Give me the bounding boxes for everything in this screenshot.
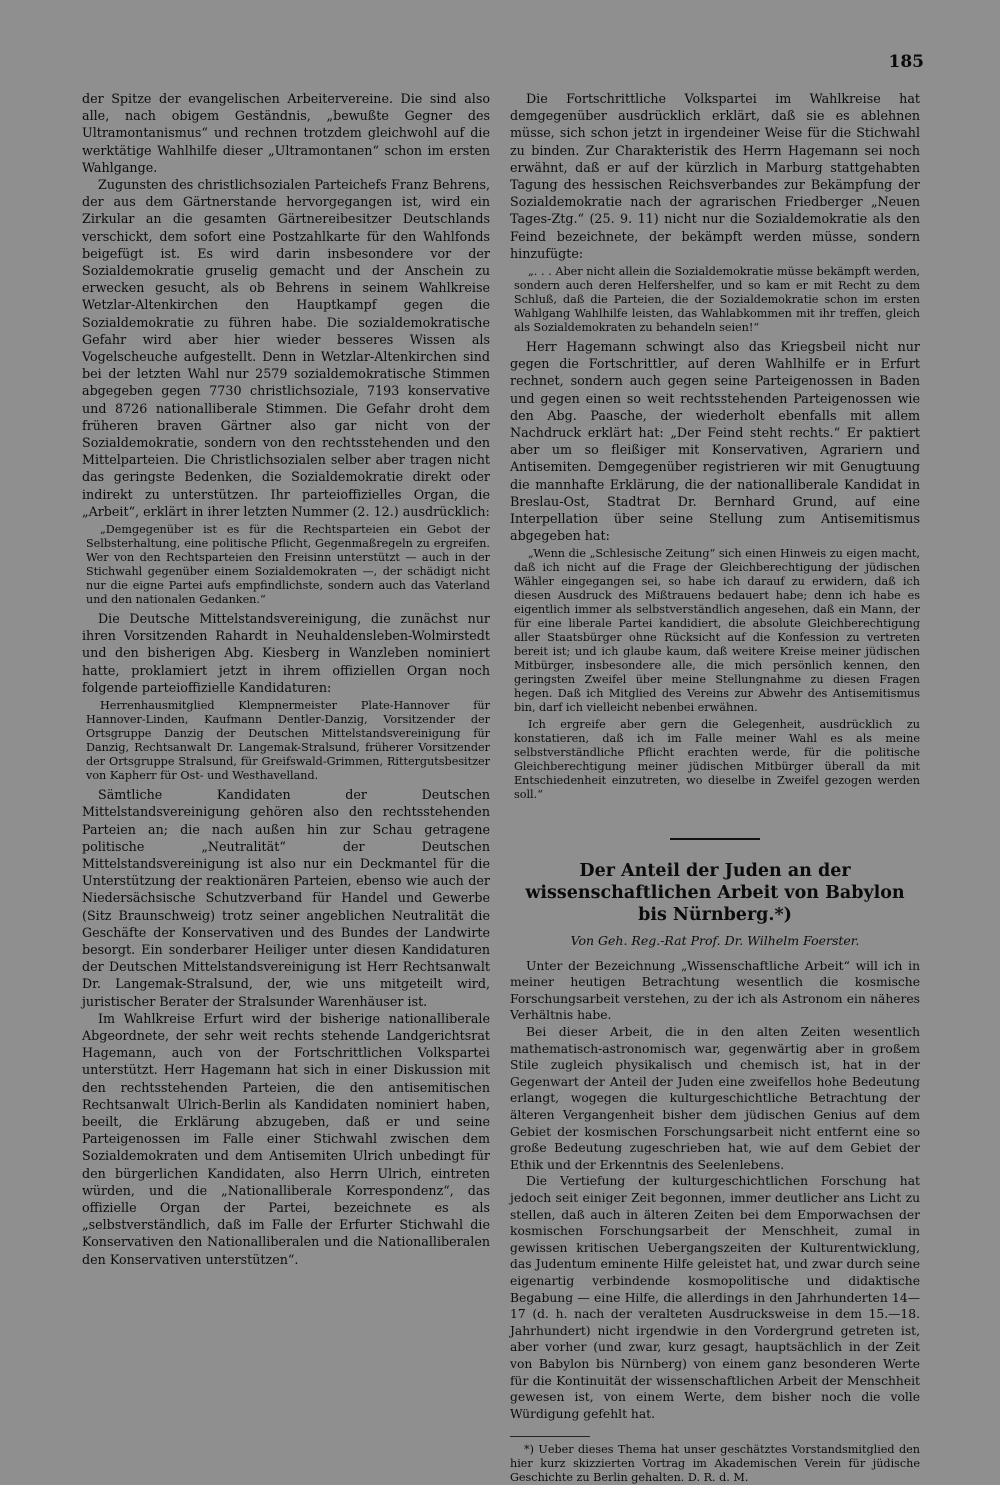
section-divider: [670, 838, 760, 840]
paragraph: der Spitze der evangelischen Arbeitervereine. Die sind also alle, nach obigem Geständnis, „bewußte Gegner des Ultramontanismus“ und rechnen trotzdem gleichwohl auf die werktätige Wahlhilfe dieser „Ultramontanen“ schon im ersten Wahlgange.: [82, 91, 490, 175]
right-column: [510, 90, 920, 1485]
footnote: *) Ueber dieses Thema hat unser geschätztes Vorstandsmitglied den hier kurz skizzierten Vortrag im Akademischen Verein für jüdische Geschichte zu Berlin gehalten. D. R. d. M.: [510, 1443, 920, 1485]
paragraph: Unter der Bezeichnung „Wissenschaftliche Arbeit“ will ich in meiner heutigen Betrachtung wesentlich die kosmische Forschungsarbeit verstehen, zu der ich als Astronom ein näheres Verhältnis habe.: [510, 958, 920, 1023]
left-column: [82, 90, 490, 1268]
article-body: [510, 958, 920, 1423]
paragraph: Im Wahlkreise Erfurt wird der bisherige nationalliberale Abgeordnete, der sehr weit rechts stehende Landgerichtsrat Hagemann, auch von der Fortschrittlichen Volkspartei unterstützt. Herr Hagemann hat sich in einer Diskussion mit den rechtsstehenden Parteien, die den antisemitischen Rechtsanwalt Ulrich-Berlin als Kandidaten nominiert haben, beeilt, die Erklärung abzugeben, daß er und seine Parteigenossen im Falle einer Stichwahl zwischen dem Sozialdemokraten und dem Antisemiten Ulrich unbedingt für den bürgerlichen Kandidaten, also Herrn Ulrich, eintreten würden, und die „Nationalliberale Korrespondenz“, das offizielle Organ der Partei, bezeichnete es als „selbstverständlich, daß im Falle der Erfurter Stichwahl die Konservativen den Nationalliberalen und die Nationalliberalen den Konservativen unterstützen“.: [82, 1010, 490, 1267]
paragraph: Zugunsten des christlichsozialen Parteichefs Franz Behrens, der aus dem Gärtnerstande hervorgegangen ist, wird ein Zirkular an die gesamten Gärtnereibesitzer Deutschlands verschickt, dem sofort eine Postzahlkarte für den Wahlfonds beigefügt ist. Es wird darin insbesondere vor der Sozialdemokratie gruselig gemacht und der Anschein zu erwecken gesucht, als ob Behrens in seinem Wahlkreise Wetzlar-Altenkirchen den Hauptkampf gegen die Sozialdemokratie zu führen habe. Die sozialdemokratische Gefahr wird aber hier wieder besseres Wissen als Vogelscheuche aufgestellt. Denn in Wetzlar-Altenkirchen sind bei der letzten Wahl nur 2579 sozialdemokratische Stimmen abgegeben gegen 7730 christlichsoziale, 7193 konservative und 8726 nationalliberale Stimmen. Die Gefahr droht dem früheren braven Gärtner also gar nicht von der Sozialdemokratie, sondern von den rechtsstehenden und den Mittelparteien. Die Christlichsozialen selber aber tragen nicht das geringste Bedenken, die Sozialdemokratie direkt oder indirekt zu unterstützen. Ihr parteioffizielles Organ, die „Arbeit“, erklärt in ihrer letzten Nummer (2. 12.) ausdrücklich:: [82, 177, 490, 519]
footnote-rule: [510, 1436, 590, 1437]
paragraph: Die Vertiefung der kulturgeschichtlichen Forschung hat jedoch seit einiger Zeit begonnen, immer deutlicher ans Licht zu stellen, daß auch in älteren Zeiten bei dem Emporwachsen der kosmischen Forschungsarbeit der Menschheit, zumal in gewissen kritischen Uebergangszeiten der Kulturentwicklung, das Judentum eminente Hilfe geleistet hat, und zwar durch seine eigenartig verbindende kosmopolitische und didaktische Begabung — eine Hilfe, die allerdings in den Jahrhunderten 14—17 (d. h. nach der veralteten Ausdrucksweise in dem 15.—18. Jahrhundert) nicht irgendwie in den Vordergrund getreten ist, aber vorher (und zwar, kurz gesagt, hauptsächlich in der Zeit von Babylon bis Nürnberg) von einem ganz besonderen Werte für die Kontinuität der wissenschaftlichen Arbeit der Menschheit gewesen ist, von einem Werte, dem bisher noch die volle Würdigung gefehlt hat.: [510, 1174, 920, 1421]
block-quote: „. . . Aber nicht allein die Sozialdemokratie müsse bekämpft werden, sondern auch deren Helfershelfer, und so kam er mit Recht zu dem Schluß, daß die Parteien, die der Sozialdemokratie schon im ersten Wahlgang Wahlhilfe leisten, das Wahlabkommen mit ihr treffen, gleich als Sozialdemokraten zu behandeln seien!“: [514, 265, 920, 335]
block-quote: Ich ergreife aber gern die Gelegenheit, ausdrücklich zu konstatieren, daß ich im Falle meiner Wahl es als meine selbstverständliche Pflicht erachten werde, für die politische Gleichberechtigung meiner jüdischen Mitbürger überall da mit Entschiedenheit einzutreten, wo dieselbe in Zweifel gezogen werden soll.“: [514, 718, 920, 802]
paragraph: Herr Hagemann schwingt also das Kriegsbeil nicht nur gegen die Fortschrittler, auf deren Wahlhilfe er in Erfurt rechnet, sondern auch gegen seine Parteigenossen in Baden und gegen einen so weit rechtsstehenden Parteigenossen wie den Abg. Paasche, der wiederholt ebenfalls mit allem Nachdruck erklärt hat: „Der Feind steht rechts.“ Er paktiert aber um so fleißiger mit Konservativen, Agrariern und Antisemiten. Demgegenüber registrieren wir mit Genugtuung die mannhafte Erklärung, die der nationalliberale Kandidat in Breslau-Ost, Stadtrat Dr. Bernhard Grund, auf eine Interpellation über seine Stellung zum Antisemitismus abgegeben hat:: [510, 339, 920, 544]
paragraph: Die Deutsche Mittelstandsvereinigung, die zunächst nur ihren Vorsitzenden Rahardt in Neuhaldensleben-Wolmirstedt und den bisherigen Abg. Kiesberg in Wanzleben nominiert hatte, proklamiert jetzt in ihrem offiziellen Organ noch folgende parteioffizielle Kandidaturen:: [82, 611, 490, 695]
article-byline: Von Geh. Reg.-Rat Prof. Dr. Wilhelm Foerster.: [570, 933, 860, 949]
block-quote: „Wenn die „Schlesische Zeitung“ sich einen Hinweis zu eigen macht, daß ich nicht auf die Frage der Gleichberechtigung der jüdischen Wähler eingegangen sei, so habe ich darauf zu erwidern, daß ich diesen Ausdruck des Mißtrauens bedauert habe; denn ich habe es eigentlich immer als selbstverständlich angesehen, daß ein Mann, der für eine liberale Partei kandidiert, die absolute Gleichberechtigung aller Staatsbürger ohne Rücksicht auf die Konfession zu vertreten bereit ist; und ich glaube kaum, daß weitere Kreise meiner jüdischen Mitbürger, insbesondere alle, die mich persönlich kennen, den geringsten Zweifel über meine Stellungnahme zu diesen Fragen hegen. Daß ich Mitglied des Vereins zur Abwehr des Antisemitismus bin, darf ich vielleicht nebenbei erwähnen.: [514, 547, 920, 715]
page-number: 185: [888, 52, 924, 72]
article-title: Der Anteil der Juden an der wissenschaftlichen Arbeit von Babylon bis Nürnberg.*): [525, 861, 905, 926]
paragraph: Die Fortschrittliche Volkspartei im Wahlkreise hat demgegenüber ausdrücklich erklärt, daß sie es ablehnen müsse, sich schon jetzt in irgendeiner Weise für die Stichwahl zu binden. Zur Charakteristik des Herrn Hagemann sei noch erwähnt, daß er auf der kürzlich in Marburg stattgehabten Tagung des hessischen Reichsverbandes zur Bekämpfung der Sozialdemokratie nach der agrarischen Friedberger „Neuen Tages-Ztg.“ (25. 9. 11) nicht nur die Sozialdemokratie als den Feind bezeichnete, der bekämpft werden müsse, sondern hinzufügte:: [510, 91, 920, 261]
block-quote: „Demgegenüber ist es für die Rechtsparteien ein Gebot der Selbsterhaltung, eine politische Pflicht, Gegenmaßregeln zu ergreifen. Wer von den Rechtsparteien den Freisinn unterstützt — auch in der Stichwahl gegenüber einem Sozialdemokraten —, der schädigt nicht nur die eigne Partei aufs empfindlichste, sondern auch das Vaterland und den nationalen Gedanken.“: [86, 523, 490, 607]
paragraph: Sämtliche Kandidaten der Deutschen Mittelstandsvereinigung gehören also den rechtsstehenden Parteien an; die nach außen hin zur Schau getragene politische „Neutralität“ der Deutschen Mittelstandsvereinigung ist also nur ein Deckmantel für die Unterstützung der reaktionären Parteien, ebenso wie auch der Niedersächsische Schutzverband für Handel und Gewerbe (Sitz Braunschweig) trotz seiner angeblichen Neutralität die Geschäfte der Konservativen und des Bundes der Landwirte besorgt. Ein sonderbarer Heiliger unter diesen Kandidaturen der Deutschen Mittelstandsvereinigung ist Herr Rechtsanwalt Dr. Langemak-Stralsund, der, wie uns mitgeteilt wird, juristischer Berater der Stralsunder Warenhäuser ist.: [82, 787, 490, 1009]
candidate-list: Herrenhausmitglied Klempnermeister Plate-Hannover für Hannover-Linden, Kaufmann Dentler-Danzig, Vorsitzender der Ortsgruppe Danzig der Deutschen Mittelstandsvereinigung für Danzig, Rechtsanwalt Dr. Langemak-Stralsund, früherer Vorsitzender der Ortsgruppe Stralsund, für Greifswald-Grimmen, Rittergutsbesitzer von Kapherr für Ost- und Westhavelland.: [86, 699, 490, 783]
paragraph: Bei dieser Arbeit, die in den alten Zeiten wesentlich mathematisch-astronomisch war, gegenwärtig aber in großem Stile zugleich physikalisch und chemisch ist, hat in der Gegenwart der Anteil der Juden eine zweifellos hohe Bedeutung erlangt, wogegen die kulturgeschichtliche Betrachtung der älteren Vergangenheit bisher dem jüdischen Genius auf dem Gebiet der kosmischen Forschungsarbeit nicht entfernt eine so große Bedeutung zugeschrieben hat, wie auf dem Gebiet der Ethik und der Erkenntnis des Seelenlebens.: [510, 1025, 920, 1172]
